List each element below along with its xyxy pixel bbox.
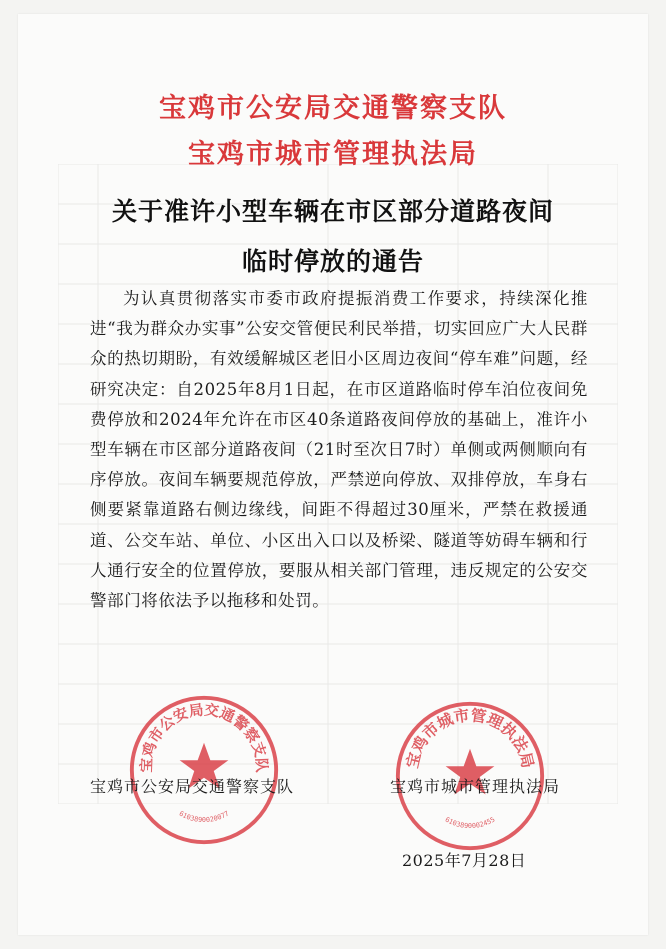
issue-date: 2025年7月28日 [402, 851, 527, 870]
seal-2-ring-text: 宝鸡市城市管理执法局 [403, 706, 537, 770]
notice-title-line-1: 关于准许小型车辆在市区部分道路夜间 [111, 197, 554, 226]
svg-text:6103890002455 [444, 816, 497, 831]
issuer-header-traffic-police: 宝鸡市公安局交通警察支队 [159, 93, 507, 124]
seal-1-ring-text: 宝鸡市公安局交通警察支队 [138, 701, 270, 773]
seal-1-code: 6103890020077 [177, 809, 231, 825]
traffic-police-seal [126, 692, 282, 848]
document-page [18, 14, 648, 935]
issuer-header-urban-management: 宝鸡市城市管理执法局 [188, 139, 478, 170]
svg-text:6103890020077 [178, 810, 231, 825]
signer-traffic-police: 宝鸡市公安局交通警察支队 [90, 777, 295, 796]
notice-body: 为认真贯彻落实市委市政府提振消费工作要求，持续深化推进“我为群众办实事”公安交管便民利民举措，切实回应广大人民群众的热切期盼，有效缓解城区老旧小区周边夜间“停车难”问题，经研究决定：自2025年8月1日起，在市区道路临时停车泊位夜间免费停放和2024年允许在市区40条道路夜间停放的基础上，准许小型车辆在市区部分道路夜间（21时至次日7时）单侧或两侧顺向有序停放。夜间车辆要规范停放，严禁逆向停放、双排停放，车身右侧要紧靠道路右侧边缘线，间距不得超过30厘米，严禁在救援通道、公交车站、单位、小区出入口以及桥梁、隧道等妨碍车辆和行人通行安全的位置停放，要服从相关部门管理，违反规定的公安交警部门将依法予以拖移和处罚。 [90, 289, 588, 611]
signer-urban-management: 宝鸡市城市管理执法局 [390, 777, 561, 796]
seal-2-code: 6103890002455 [443, 815, 497, 831]
notice-title-line-2: 临时停放的通告 [241, 247, 424, 276]
